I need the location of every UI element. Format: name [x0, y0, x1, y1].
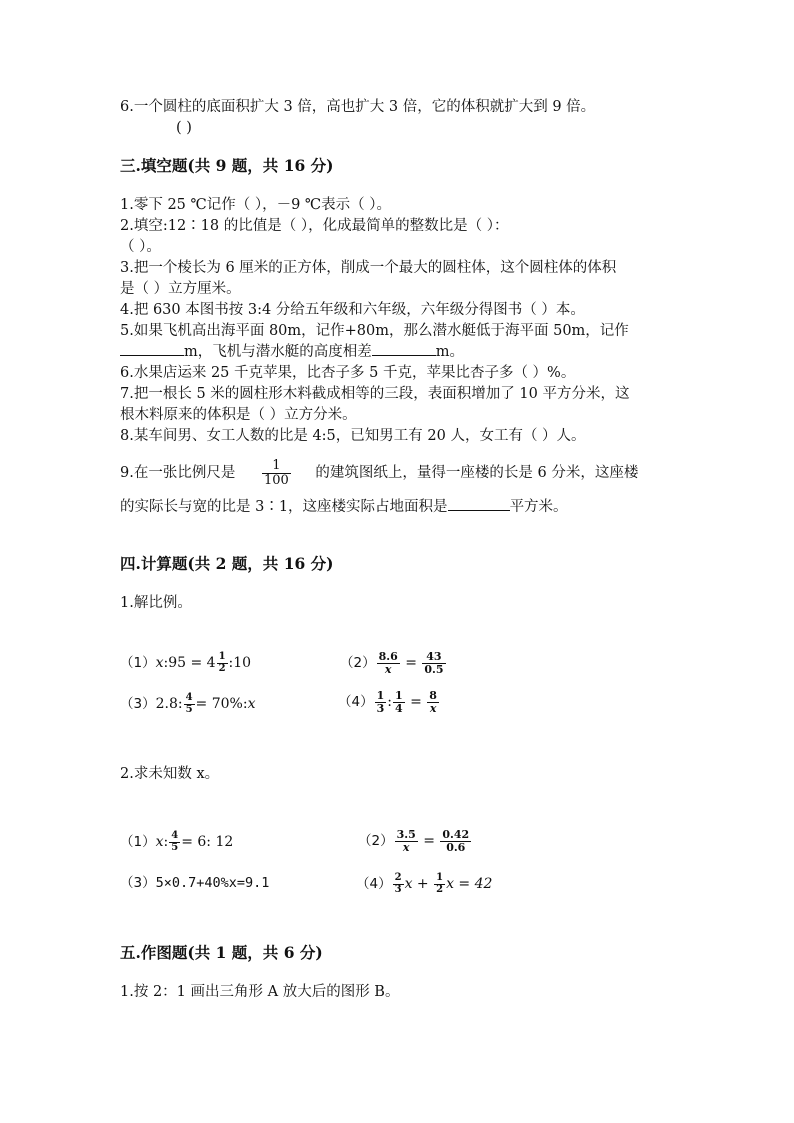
- frac-num: 0.42: [442, 827, 470, 841]
- equation-3: [120, 877, 269, 891]
- frac-den: 5: [185, 703, 193, 715]
- frac-num: 1: [262, 459, 291, 474]
- item-label: （2）: [340, 655, 376, 671]
- frac-den: x: [384, 662, 392, 676]
- section-heading-fill-blank: 三.填空题(共 9 题，共 16 分): [120, 156, 334, 175]
- fraction: [375, 690, 387, 714]
- item-label: （1）: [120, 834, 156, 850]
- calc-question-1-title: 1.解比例。: [120, 595, 192, 611]
- fill-text: m，飞机与潜水艇的高度相差: [184, 344, 372, 360]
- item-label: （3）: [120, 696, 156, 712]
- fill-question-7: 7.把一根长 5 米的圆柱形木料截成相等的三段，表面积增加了 10 平方分米，这: [120, 386, 630, 402]
- q9-text: 的实际长与宽的比是 3∶1，这座楼实际占地面积是: [120, 499, 448, 515]
- q9-text: 的建筑图纸上，量得一座楼的长是 6 分米，这座楼: [315, 465, 639, 481]
- frac-den: 2: [218, 662, 226, 674]
- frac-num: 3.5: [396, 827, 416, 841]
- blank-line: [120, 355, 184, 356]
- q9-text: 9.在一张比例尺是: [120, 465, 236, 481]
- expr-text: :10: [228, 655, 252, 671]
- frac-den: 4: [394, 701, 403, 715]
- fill-question-4: 4.把 630 本图书按 3:4 分给五年级和六年级，六年级分得图书（ ）本。: [120, 302, 585, 318]
- scale-fraction: [262, 459, 291, 487]
- section-heading-drawing: 五.作图题(共 1 题，共 6 分): [120, 943, 323, 962]
- expr-text: = 6: 12: [181, 834, 234, 850]
- proportion-1: [120, 651, 251, 675]
- fill-question-5: 5.如果飞机高出海平面 80m，记作+80m，那么潜水艇低于海平面 50m，记作: [120, 323, 629, 339]
- fill-question-2-cont: （ ）。: [120, 239, 161, 255]
- fraction: [440, 829, 471, 853]
- fill-question-5-cont: [120, 345, 464, 360]
- answer-paren: ( ): [176, 120, 192, 136]
- blank-line: [372, 355, 436, 356]
- equals: =: [405, 655, 417, 671]
- judge-question-6: 6.一个圆柱的底面积扩大 3 倍，高也扩大 3 倍，它的体积就扩大到 9 倍。: [120, 99, 596, 115]
- colon: :: [387, 694, 392, 710]
- fill-question-3-cont: 是（ ）立方厘米。: [120, 281, 241, 297]
- equation-2: [358, 826, 472, 856]
- frac-den: x: [402, 840, 410, 854]
- var-x: x: [247, 696, 256, 712]
- fill-question-6: 6.水果店运来 25 千克苹果，比杏子多 5 千克，苹果比杏子多（ ）%。: [120, 365, 576, 381]
- equals: =: [410, 694, 422, 710]
- fill-question-9-cont: [120, 500, 568, 515]
- item-label: （4）: [356, 876, 392, 892]
- fraction: [393, 873, 404, 895]
- expr-text: = 70%:: [195, 696, 248, 712]
- fill-question-9: [120, 455, 638, 491]
- fraction: [434, 873, 445, 895]
- frac-den: 100: [263, 472, 289, 488]
- frac-num: 1: [218, 651, 226, 662]
- item-label: （2）: [358, 833, 394, 849]
- frac-den: 2: [436, 883, 444, 895]
- item-label: （1）: [120, 655, 156, 671]
- fraction: [427, 690, 439, 714]
- fill-question-1: 1.零下 25 ℃记作（ ），－9 ℃表示（ ）。: [120, 197, 391, 213]
- fill-question-8: 8.某车间男、女工人数的比是 4:5，已知男工有 20 人，女工有（ ）人。: [120, 428, 586, 444]
- frac-num: 2: [394, 872, 402, 883]
- frac-den: 0.6: [446, 840, 466, 854]
- fraction: [395, 829, 418, 853]
- blank-line: [448, 510, 510, 511]
- frac-num: 43: [422, 651, 445, 664]
- expr-text: x = 42: [446, 876, 493, 892]
- proportion-2: [340, 648, 447, 678]
- frac-num: 8.6: [378, 649, 398, 663]
- equation-1: [120, 829, 233, 855]
- section-heading-calc: 四.计算题(共 2 题，共 16 分): [120, 554, 334, 573]
- fraction: [377, 651, 400, 675]
- q9-text: 平方米。: [509, 499, 568, 515]
- fill-question-7-cont: 根木料原来的体积是（ ）立方分米。: [120, 407, 357, 423]
- item-label: （4）: [338, 694, 374, 710]
- expr-text: x +: [404, 876, 429, 892]
- var-x: x: [155, 655, 164, 671]
- frac-den: 3: [376, 701, 385, 715]
- frac-den: 0.5: [424, 662, 444, 676]
- equals: =: [423, 833, 435, 849]
- fraction: [422, 651, 445, 675]
- frac-num: 4: [171, 830, 179, 841]
- fill-question-3: 3.把一个棱长为 6 厘米的正方体，削成一个最大的圆柱体，这个圆柱体的体积: [120, 260, 617, 276]
- fraction: [393, 690, 405, 714]
- frac-den: 5: [171, 841, 179, 853]
- proportion-4: [338, 687, 440, 717]
- expr-text: :95 = 4: [163, 655, 216, 671]
- expr-text: :: [163, 834, 169, 850]
- equation-4: [356, 871, 492, 897]
- frac-num: 1: [436, 872, 444, 883]
- item-label: （3）: [120, 875, 156, 891]
- fraction: [184, 693, 195, 715]
- drawing-question-1: 1.按 2：1 画出三角形 A 放大后的图形 B。: [120, 984, 400, 1000]
- fraction: [217, 652, 228, 674]
- var-x: x: [155, 834, 164, 850]
- fraction: [169, 831, 180, 853]
- fill-text: m。: [435, 344, 464, 360]
- calc-question-2-title: 2.求未知数 x。: [120, 766, 220, 782]
- fill-question-2: 2.填空:12∶18 的比值是（ ），化成最简单的整数比是（ ）：: [120, 218, 509, 234]
- frac-den: 3: [394, 883, 402, 895]
- expr-text: 5×0.7+40%x=9.1: [155, 875, 270, 891]
- expr-text: 2.8:: [155, 696, 183, 712]
- frac-num: 4: [185, 692, 193, 703]
- frac-den: x: [429, 701, 437, 715]
- frac-num: 1: [376, 688, 385, 702]
- proportion-3: [120, 691, 255, 717]
- frac-num: 1: [394, 688, 403, 702]
- frac-num: 8: [429, 688, 437, 702]
